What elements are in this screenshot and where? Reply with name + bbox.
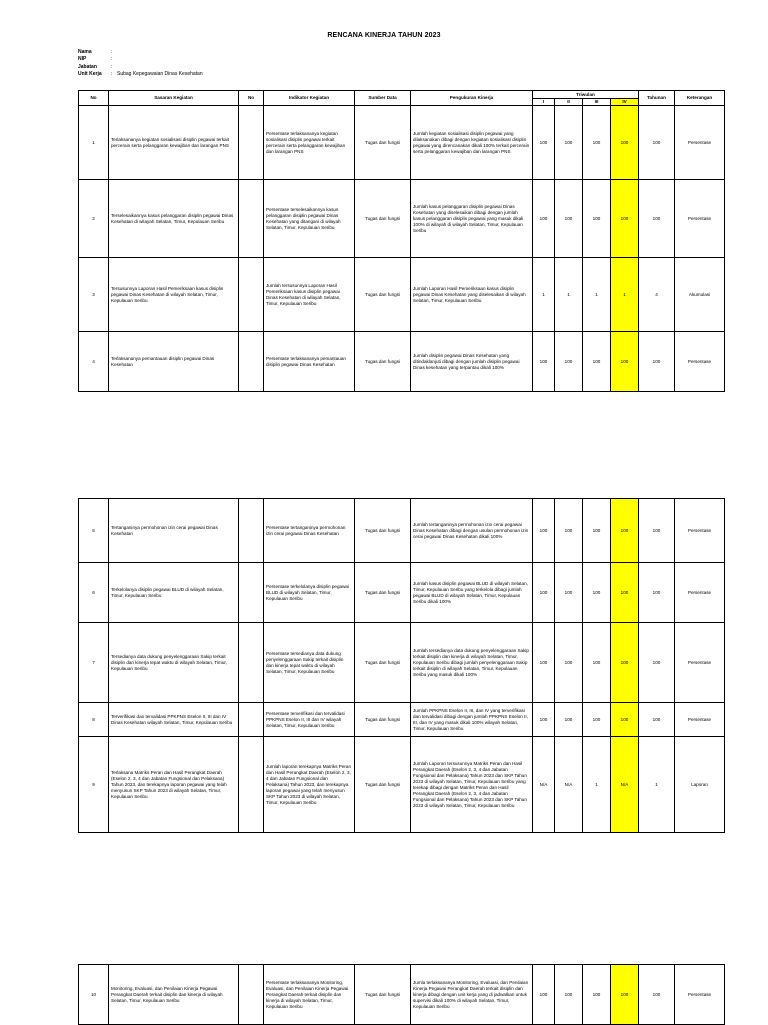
row-no-cell: 6 [79, 563, 109, 623]
sumber-data-cell: Tugas dan fungsi [355, 180, 411, 258]
header-sasaran: Sasaran Kegiatan [109, 91, 239, 106]
indikator-kegiatan-cell: Persentase terkelolanya disiplin pegawai BLUD di wilayah Selatan, Timur, Kepulauan Seribu [264, 563, 355, 623]
header-no: No [79, 91, 109, 106]
triwulan-4-cell: N/A [611, 737, 639, 833]
indikator-no-cell [239, 332, 264, 392]
header-q2: II [555, 99, 583, 106]
row-no-cell: 5 [79, 499, 109, 563]
meta-row [78, 64, 203, 71]
indikator-no-cell [239, 563, 264, 623]
table-row [79, 258, 725, 332]
sasaran-kegiatan-cell: Terlaksananya kegiatan sosialisasi disiplin pegawai terkait percerain serta pelanggaran kewajiban dan larangan PNS [109, 106, 239, 180]
indikator-no-cell [239, 623, 264, 703]
keterangan-cell: Persentase [675, 499, 725, 563]
pengukuran-kinerja-cell: Jumla terlaksananya Monitoring, Evaluasi, dan Penilaian Kinerja Pegawai Perangkat Daerah terkait disiplin dan kinerja dibagi dengan unit kerja yang di jadwalkan untuk supervisi dikali 100% di wilayah Selatan, Timur, Kepulauan Seribu [411, 965, 533, 1025]
table-row [79, 737, 725, 833]
tahunan-cell: 100 [639, 623, 675, 703]
sumber-data-cell: Tugas dan fungsi [355, 332, 411, 392]
indikator-no-cell [239, 737, 264, 833]
triwulan-1-cell: 100 [533, 703, 555, 737]
keterangan-cell: Persentase [675, 623, 725, 703]
header-q1: I [533, 99, 555, 106]
row-no-cell: 7 [79, 623, 109, 703]
meta-label: Nama [78, 49, 92, 55]
sasaran-kegiatan-cell: Terkelolanya disiplin pegawai BLUD di wilayah Selatan, Timur, Kepulauan Seribu [109, 563, 239, 623]
keterangan-cell: Persentase [675, 965, 725, 1025]
table-row [79, 106, 725, 180]
triwulan-3-cell: 100 [583, 563, 611, 623]
header-q3: III [583, 99, 611, 106]
triwulan-3-cell: 100 [583, 965, 611, 1025]
row-no-cell: 10 [79, 965, 109, 1025]
header-indikator: Indikator Kegiatan [264, 91, 355, 106]
triwulan-1-cell: 100 [533, 623, 555, 703]
indikator-no-cell [239, 703, 264, 737]
sasaran-kegiatan-cell: Monitoring, Evaluasi, dan Penilaian Kinerja Pegawai Perangkat Daerah terkait disiplin dan kinerja di wilayah Selatan, Timur, Kepulauan Seribu [109, 965, 239, 1025]
sumber-data-cell: Tugas dan fungsi [355, 106, 411, 180]
indikator-kegiatan-cell: Persentase terlaksananya kegiatan sosialisasi disiplin pegawai terkait percerain serta pelanggaran kewajiban dan larangan PNS [264, 106, 355, 180]
row-no-cell: 9 [79, 737, 109, 833]
pengukuran-kinerja-cell: Jumlah Laporan tersusunnya Matriks Peran dan Hasil Perangkat Daerah (Eselon 2, 3, 4 dan Jabatan Fungsional dan Pelaksana) Tahun 2023 dan SKP Tahun 2023 di wilayah Selatan, Timur, Kepulauan Seribu yang terekap dibagi dengan Matriks Peran dan Hasil Perangkat Daerah (Eselon 2, 3, 4 dan Jabatan Fungsional dan Pelaksana) Tahun 2023 dan SKP Tahun 2023 di wilayah Selatan, Timur, Kepulauan Seribu [411, 737, 533, 833]
sumber-data-cell: Tugas dan fungsi [355, 499, 411, 563]
indikator-kegiatan-cell: Persentase terselesaikannya kasus pelanggaran disiplin pegawai Dinas Kesehatan yang ditangani di wilayah Selatan, Timur, Kepulauan Seribu [264, 180, 355, 258]
sumber-data-cell: Tugas dan fungsi [355, 737, 411, 833]
triwulan-3-cell: 1 [583, 737, 611, 833]
pengukuran-kinerja-cell: Jumlah Laporan Hasil Pemeriksaan kasus disiplin pegawai Dinas Kesehatan yang diselesaikan di wilayah Selatan, Timur, Kepulauan Seribu [411, 258, 533, 332]
meta-label: NIP [78, 56, 87, 63]
triwulan-4-cell: 100 [611, 965, 639, 1025]
sasaran-kegiatan-cell: Terlaksananya pemantauan disiplin pegawai Dinas Kesehatan [109, 332, 239, 392]
keterangan-cell: Persentase [675, 703, 725, 737]
triwulan-1-cell: 100 [533, 106, 555, 180]
table-row [79, 703, 725, 737]
header-tahunan: Tahunan [639, 91, 675, 106]
sasaran-kegiatan-cell: Tertanganinya permohonan izin cerai pegawai Dinas Kesehatan [109, 499, 239, 563]
triwulan-1-cell: N/A [533, 737, 555, 833]
indikator-kegiatan-cell: Persentase tersedianya data dukung penyelenggaraan Sakip terkait disiplin dan kinerja tepat waktu di wilayah Selatan, Timur, Kepulauan Seribu [264, 623, 355, 703]
meta-value: Subag Kepegawaian Dinas Kesehatan [117, 70, 203, 77]
triwulan-1-cell: 100 [533, 563, 555, 623]
header-q4: IV [611, 99, 639, 106]
tahunan-cell: 100 [639, 180, 675, 258]
triwulan-4-cell: 100 [611, 703, 639, 737]
sumber-data-cell: Tugas dan fungsi [355, 623, 411, 703]
sasaran-kegiatan-cell: Terlaksana Matriks Peran dan Hasil Perangkat Daerah (Eselon 2, 3, 4 dan Jabatan Fungsional dan Pelaksana) Tahun 2023, dan terekapnya laporan pegawai yang telah menyusun SKP Tahun 2023 di wilayah Selatan, Timur, Kepulauan Seribu [109, 737, 239, 833]
tahunan-cell: 100 [639, 965, 675, 1025]
meta-label: Unit Kerja [78, 70, 102, 77]
pengukuran-kinerja-cell: Jumlah kasus disiplin pegawai BLUD di wilayah Selatan, Timur, Kepulauan Seribu yang terkelola dibagi jumlah pegawai BLUD di wilayah Selatan, Timur, Kepulauan Seribu dikali 100% [411, 563, 533, 623]
header-triwulan: Triwulan [533, 91, 639, 99]
triwulan-3-cell: 1 [583, 258, 611, 332]
triwulan-4-cell: 100 [611, 332, 639, 392]
tahunan-cell: 1 [639, 737, 675, 833]
table-row [79, 965, 725, 1025]
sumber-data-cell: Tugas dan fungsi [355, 258, 411, 332]
performance-table-part-1 [78, 90, 725, 392]
table-row [79, 180, 725, 258]
sasaran-kegiatan-cell: Terselesaikannya kasus pelanggaran disiplin pegawai Dinas Kesehatan di wilayah Selatan, Timur, Kepulauan Seribu [109, 180, 239, 258]
keterangan-cell: Persentase [675, 180, 725, 258]
triwulan-1-cell: 1 [533, 258, 555, 332]
indikator-kegiatan-cell: Persentase tertanganinya permohonan izin cerai pegawai Dinas Kesehatan [264, 499, 355, 563]
triwulan-4-cell: 100 [611, 563, 639, 623]
indikator-kegiatan-cell: Persentase terverifikasi dan tervalidasi PPKPNS Eselon II, III dan IV wilayah Selatan, Timur, Kepulauan Seribu [264, 703, 355, 737]
keterangan-cell: Persentase [675, 332, 725, 392]
tahunan-cell: 100 [639, 499, 675, 563]
triwulan-3-cell: 100 [583, 703, 611, 737]
tahunan-cell: 100 [639, 332, 675, 392]
triwulan-4-cell: 100 [611, 623, 639, 703]
triwulan-2-cell: 1 [555, 258, 583, 332]
header-keterangan: Keterangan [675, 91, 725, 106]
pengukuran-kinerja-cell: Jumlah tertanganinya permohonan izin cerai pegawai Dinas Kesehatan dibagi dengan usulan permohonan izin cerai pegawai Dinas Kesehatan dikali 100% [411, 499, 533, 563]
sumber-data-cell: Tugas dan fungsi [355, 965, 411, 1025]
indikator-no-cell [239, 180, 264, 258]
sumber-data-cell: Tugas dan fungsi [355, 563, 411, 623]
meta-row [78, 71, 203, 78]
meta-colon: : [111, 49, 113, 55]
indikator-no-cell [239, 106, 264, 180]
tahunan-cell: 100 [639, 703, 675, 737]
indikator-no-cell [239, 499, 264, 563]
triwulan-2-cell: 100 [555, 563, 583, 623]
keterangan-cell: Akumulasi [675, 258, 725, 332]
meta-row [78, 56, 203, 63]
indikator-kegiatan-cell: Jumlah tersusunnya Laporan Hasil Pemeriksaan kasus disiplin pegawai Dinas Kesehatan di wilayah Selatan, Timur, Kepulauan Seribu [264, 258, 355, 332]
triwulan-2-cell: 100 [555, 332, 583, 392]
triwulan-3-cell: 100 [583, 106, 611, 180]
header-sumber: Sumber Data [355, 91, 411, 106]
row-no-cell: 1 [79, 106, 109, 180]
tahunan-cell: 4 [639, 258, 675, 332]
employee-info [78, 49, 203, 78]
pengukuran-kinerja-cell: Jumlah kasus pelanggaran disiplin pegawai Dinas Kesehatan yang diselesaikan dibagi dengan jumlah kasus pelanggaran disiplin pegawai yang masuk dikali 100% di wilayah di wilayah Selatan, Timur, Kepulauan Seribu [411, 180, 533, 258]
meta-colon: : [111, 70, 113, 77]
sasaran-kegiatan-cell: Terverifikasi dan tervalidasi PPKPNS Eselon II, III dan IV Dinas Kesehatan wilayah Selatan, Timur, Kepulauan Seribu [109, 703, 239, 737]
triwulan-2-cell: 100 [555, 965, 583, 1025]
sasaran-kegiatan-cell: Tersedianya data dukung penyelenggaraan Sakip terkait disiplin dan kinerja tepat waktu di wilayah Selatan, Timur, Kepulauan Seribu [109, 623, 239, 703]
triwulan-3-cell: 100 [583, 332, 611, 392]
performance-table-part-3 [78, 964, 725, 1025]
table-row [79, 623, 725, 703]
triwulan-2-cell: N/A [555, 737, 583, 833]
triwulan-2-cell: 100 [555, 180, 583, 258]
triwulan-4-cell: 1 [611, 258, 639, 332]
triwulan-1-cell: 100 [533, 332, 555, 392]
keterangan-cell: Persentase [675, 106, 725, 180]
triwulan-1-cell: 100 [533, 965, 555, 1025]
pengukuran-kinerja-cell: Jumlah tersedianya data dukung penyelenggaraan Sakip terkait disiplin dan kinerja di wilayah Selatan, Timur, Kepulauan Seribu dibagi jumlah penyelenggaraan Sakip terkait disiplin di wilayah Selatan, Timur, Kepulauan Seribu yang masuk dikali 100% [411, 623, 533, 703]
indikator-kegiatan-cell: Persentase terlaksananya Monitoring, Evaluasi, dan Penilaian Kinerja Pegawai Perangkat Daerah terkait disiplin dan kinerja di wilayah Selatan, Timur, Kepulauan Seribu [264, 965, 355, 1025]
meta-colon: : [111, 56, 113, 63]
triwulan-1-cell: 100 [533, 499, 555, 563]
triwulan-4-cell: 100 [611, 180, 639, 258]
sasaran-kegiatan-cell: Tersusunnya Laporan Hasil Pemeriksaan kasus disiplin pegawai Dinas Kesehatan di wilayah Selatan, Timur, Kepulauan Seribu [109, 258, 239, 332]
table-row [79, 332, 725, 392]
indikator-kegiatan-cell: Persentase terlaksananya pemantauan disiplin pegawai Dinas Kesehatan [264, 332, 355, 392]
tahunan-cell: 100 [639, 106, 675, 180]
meta-row [78, 49, 203, 56]
indikator-kegiatan-cell: Jumlah laporan terekapnya Matriks Peran dan Hasil Perangkat Daerah (Eselon 2, 3, 4 dan Jabatan Fungsional dan Pelaksana) Tahun 2023, dan terekapnya laporan pegawai yang telah menyusun SKP Tahun 2023 di wilayah Selatan, Timur, Kepulauan Seribu [264, 737, 355, 833]
row-no-cell: 3 [79, 258, 109, 332]
table-row [79, 563, 725, 623]
triwulan-3-cell: 100 [583, 499, 611, 563]
row-no-cell: 4 [79, 332, 109, 392]
keterangan-cell: Persentase [675, 563, 725, 623]
triwulan-1-cell: 100 [533, 180, 555, 258]
meta-label: Jabatan [78, 63, 97, 70]
triwulan-2-cell: 100 [555, 623, 583, 703]
pengukuran-kinerja-cell: Jumlah disiplin pegawai Dinas Kesehatan yang ditindaklanjuti dibagi dengan jumlah disiplin pegawai Dinas kesehatan yang terpantau dikali 100% [411, 332, 533, 392]
tahunan-cell: 100 [639, 563, 675, 623]
triwulan-2-cell: 100 [555, 499, 583, 563]
triwulan-3-cell: 100 [583, 180, 611, 258]
triwulan-4-cell: 100 [611, 106, 639, 180]
keterangan-cell: Laporan [675, 737, 725, 833]
sumber-data-cell: Tugas dan fungsi [355, 703, 411, 737]
header-pengukuran: Pengukuran Kinerja [411, 91, 533, 106]
pengukuran-kinerja-cell: Jumlah kegiatan sosialisasi disiplin pegawai yang dilaksanakan dibagi dengan kegiatan sosialisasi disiplin pegawai yang direncanakan dikali 100% terkait percerain serta pelanggaran kewajiban dan larangan PNS [411, 106, 533, 180]
indikator-no-cell [239, 965, 264, 1025]
table-row [79, 499, 725, 563]
indikator-no-cell [239, 258, 264, 332]
performance-table-part-2 [78, 498, 725, 833]
row-no-cell: 2 [79, 180, 109, 258]
triwulan-2-cell: 100 [555, 703, 583, 737]
header-no2: No [239, 91, 264, 106]
triwulan-2-cell: 100 [555, 106, 583, 180]
triwulan-4-cell: 100 [611, 499, 639, 563]
triwulan-3-cell: 100 [583, 623, 611, 703]
pengukuran-kinerja-cell: Jumlah PPKPNS Eselon II, III, dan IV yang terverifikasi dan tervalidasi dibagi dengan jumlah PPKPNS Eselon II, III, dan IV yang masuk dikali 100% wilayah Selatan, Timur, Kepulauan Seribu [411, 703, 533, 737]
page-title: RENCANA KINERJA TAHUN 2023 [327, 32, 441, 39]
meta-colon: : [111, 63, 113, 70]
row-no-cell: 8 [79, 703, 109, 737]
